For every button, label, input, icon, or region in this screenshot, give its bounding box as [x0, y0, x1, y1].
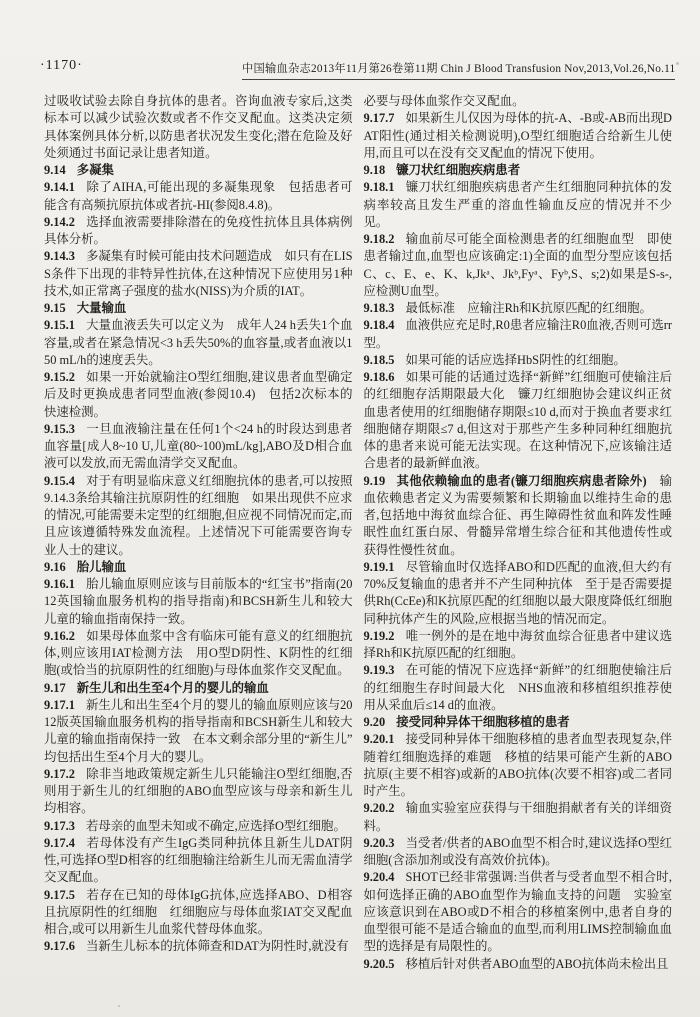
two-column-text-body [44, 93, 672, 973]
section-number: 9.18.6 [363, 370, 395, 384]
paragraph [364, 300, 673, 317]
paragraph [364, 317, 673, 352]
paragraph-text: 血液供应充足时,R0患者应输注R0血液,否则可选rr型。 [363, 318, 672, 350]
paragraph [44, 248, 353, 300]
paragraph [44, 938, 353, 955]
paragraph [44, 421, 353, 473]
section-number: 9.20.4 [363, 870, 395, 885]
section-number: 9.18.5 [363, 352, 395, 367]
paragraph-text: 当受者/供者的ABO血型不相合时,建议选择O型红细胞(含添加剂或没有高效价抗体)。 [363, 835, 672, 867]
section-heading [44, 680, 353, 697]
paragraph-text: 输血前尽可能全面检测患者的红细胞血型 即使患者输过血,血型也应该确定:1)全面的血型分型应该包括C、c、E、e、K、k,Jkᵃ、Jkᵇ,Fyᵃ、Fyᵇ,S、s;2)如果是S-s-,应检测U血型。 [363, 232, 672, 298]
scan-artifact [118, 1005, 120, 1007]
section-number: 9.18.3 [363, 301, 395, 315]
section-number: 9.19 [363, 473, 386, 488]
section-number: 9.14.3 [44, 249, 75, 264]
paragraph [364, 369, 673, 473]
section-number: 9.14.1 [44, 180, 75, 195]
paragraph-text: 胎儿输血原则应该与目前版本的“红宝书”指南(2012英国输血服务机构的指导指南)和BCSH新生儿和较大儿童的输血指南保持一致。 [44, 577, 353, 626]
paragraph [44, 93, 353, 162]
paragraph-text: 多凝集 [76, 163, 114, 177]
paragraph-text: 若存在已知的母体IgG抗体,应选择ABO、D相容且抗原阴性的红细胞 红细胞应与母体血浆IAT交叉配血相合,或可以用新生儿血浆代替母体血浆。 [44, 887, 353, 936]
section-heading [44, 300, 353, 317]
scan-artifact [676, 62, 679, 65]
paragraph [364, 231, 673, 300]
paragraph-text: 若母体没有产生IgG类同种抗体且新生儿DAT阴性,可选择O型D相容的红细胞输注给新生儿而无需血清学交叉配血。 [44, 835, 353, 885]
section-number: 9.15.1 [44, 318, 75, 333]
paragraph-text: 尽管输血时仅选择ABO和D匹配的血液,但大约有70%反复输血的患者并不产生同种抗体 至于是否需要提供Rh(CcEe)和K抗原匹配的红细胞以最大限度降低红细胞同种抗体产生的风险,应根据当地的情况而定。 [363, 559, 672, 626]
clause-title: 其他依赖输血的患者(镰刀细胞疾病患者除外) [396, 473, 647, 488]
paragraph-text: 在可能的情况下应选择“新鲜”的红细胞使输注后的红细胞生存时间最大化 NHS血液和移植组织推荐使用从采血后≤14 d的血液。 [363, 663, 672, 712]
paragraph [364, 559, 673, 628]
section-number: 9.17.6 [44, 939, 75, 954]
section-heading [364, 714, 673, 731]
paragraph [44, 766, 353, 818]
section-heading [44, 162, 353, 179]
paragraph [44, 473, 353, 559]
paragraph-text: 除非当地政策规定新生儿只能输注O型红细胞,否则用于新生儿的红细胞的ABO血型应该与母亲和新生儿均相容。 [44, 766, 353, 816]
paragraph [364, 956, 673, 973]
paragraph [364, 179, 673, 231]
paragraph-text: 除了AIHA,可能出现的多凝集现象 包括患者可能含有高频抗原抗体或者抗-HI(参阅8.4.8)。 [44, 180, 353, 212]
section-number: 9.20.5 [363, 956, 395, 971]
section-number: 9.16.1 [44, 577, 75, 591]
section-number: 9.17.2 [44, 766, 75, 781]
section-number: 9.16 [44, 559, 66, 574]
paragraph-text: 输血依赖患者定义为需要频繁和长期输血以维持生命的患者,包括地中海贫血综合征、再生障碍性贫血和阵发性睡眠性血红蛋白尿、骨髓异常增生综合征和其他遗传性或获得性慢性贫血。 [363, 473, 672, 557]
section-number: 9.20.3 [363, 835, 395, 850]
section-number: 9.18.2 [363, 232, 395, 246]
paragraph [364, 93, 673, 110]
section-number: 9.16.2 [44, 628, 75, 643]
paragraph-text: 镰刀状红细胞疾病患者 [396, 163, 521, 177]
paragraph-text: 如果可能的话应选择HbS阴性的红细胞。 [405, 352, 626, 367]
paragraph-text: 大量输血 [76, 301, 127, 315]
paragraph-text: SHOT已经非常强调:当供者与受者血型不相合时,如何选择正确的ABO血型作为输血支持的问题 实验室应该意识到在ABO或D不相合的移植案例中,患者自身的血型很可能不是适合输血的血型,而利用LIMS控制输血血型的选择是有局限性的。 [363, 870, 672, 954]
paragraph-text: 接受同种异体干细胞移植的患者血型表现复杂,伴随着红细胞选择的难题 移植的结果可能产生新的ABO抗原(主要不相容)或新的ABO抗体(次要不相容)或二者同时产生。 [363, 732, 672, 798]
section-number: 9.20.1 [363, 732, 395, 747]
paragraph-text: 移植后针对供者ABO血型的ABO抗体尚未检出且 [405, 956, 669, 971]
section-number: 9.19.2 [363, 628, 395, 643]
paragraph-text: 对于有明显临床意义红细胞抗体的患者,可以按照9.14.3条给其输注抗原阴性的红细胞 如果出现供不应求的情况,可能需要未定型的红细胞,但应视不同情况而定,而且应该遵循特殊发血流程。上述情况下可能需要咨询专业人士的建议。 [44, 473, 353, 557]
paragraph-text: 如果一开始就输注O型红细胞,建议患者血型确定后及时更换成患者同型血液(参阅10.4) 包括2次标本的快速检测。 [44, 370, 353, 419]
page-number: ·1170· [40, 58, 83, 73]
paragraph [44, 887, 353, 939]
section-heading [364, 162, 673, 179]
section-number: 9.20 [363, 715, 386, 729]
paragraph-text: 大量血液丢失可以定义为 成年人24 h丢失1个血容量,或者在紧急情况<3 h丢失50%的血容量,或者血液以150 mL/h的速度丢失。 [44, 318, 353, 367]
paragraph-text: 接受同种异体干细胞移植的患者 [396, 715, 570, 729]
paragraph-text: 输血实验室应获得与干细胞捐献者有关的详细资料。 [363, 801, 672, 833]
paragraph [44, 628, 353, 680]
paragraph [44, 369, 353, 421]
paragraph [364, 800, 673, 835]
paragraph-text: 如果可能的话通过选择“新鲜”红细胞可使输注后的红细胞存活期限最大化 镰刀红细胞协会建议纠正贫血患者使用的红细胞储存期限≤10 d,而对于换血者要求红细胞储存期限≤7 d,但这对于那些产生多种同种红细胞抗体的患者来说可能无法实现。在这种情况下,应该输注适合患者的最新鲜血液。 [363, 370, 672, 471]
paragraph-text: 新生儿和出生至4个月的婴儿的输血原则应该与2012版英国输血服务机构的指导指南和BCSH新生儿和较大儿童的输血指南保持一致 在本文剩余部分里的“新生儿”均包括出生至4个月大的婴儿。 [44, 697, 353, 764]
paragraph [364, 662, 673, 714]
paragraph [44, 835, 353, 887]
journal-header: 中国输血杂志2013年11月第26卷第11期 Chin J Blood Transfusion Nov,2013,Vol.26,No.11 [242, 60, 675, 80]
paragraph [44, 697, 353, 766]
paragraph-text: 若母亲的血型未知或不确定,应选择O型红细胞。 [85, 818, 346, 833]
paragraph-text: 如果新生儿仅因为母体的抗-A、-B或-AB而出现DAT阳性(通过相关检测说明),O型红细胞适合给新生儿使用,而且可以在没有交叉配血的情况下使用。 [363, 111, 672, 160]
section-number: 9.17.4 [44, 835, 75, 850]
paragraph-text: 选择血液需要排除潜在的免疫性抗体且具体病例具体分析。 [44, 214, 353, 246]
section-number: 9.15.2 [44, 370, 75, 384]
section-number: 9.19.3 [363, 663, 395, 678]
paragraph-text: 唯一例外的是在地中海贫血综合征患者中建议选择Rh和K抗原匹配的红细胞。 [363, 628, 672, 660]
paragraph-text: 过吸收试验去除自身抗体的患者。咨询血液专家后,这类标本可以减少试验次数或者不作交叉配血。这类决定须具体案例具体分析,以防患者状况发生变化;潜在危险及好处须通过书面记录让患者知道。 [44, 94, 353, 160]
paragraph-text: 镰刀状红细胞疾病患者产生红细胞同种抗体的发病率较高且发生严重的溶血性输血反应的情况并不少见。 [363, 180, 672, 229]
section-number: 9.17.3 [44, 818, 75, 833]
section-number: 9.18.1 [363, 180, 395, 195]
paragraph [44, 818, 353, 835]
paragraph-text: 最低标准 应输注Rh和K抗原匹配的红细胞。 [405, 301, 652, 315]
right-column [364, 93, 673, 973]
paragraph [44, 317, 353, 369]
left-column [44, 93, 353, 973]
paragraph [364, 835, 673, 870]
section-number: 9.15.3 [44, 421, 75, 436]
paragraph [364, 869, 673, 955]
section-number: 9.15 [44, 301, 66, 315]
paragraph [44, 576, 353, 628]
section-number: 9.17.1 [44, 697, 75, 712]
section-number: 9.17.7 [363, 111, 395, 126]
paragraph [44, 214, 353, 249]
paragraph [364, 628, 673, 663]
paragraph [44, 179, 353, 214]
paragraph-text: 多凝集有时候可能由技术问题造成 如只有在LISS条件下出现的非特异性抗体,在这种情况下应使用另1种技术,如正常离子强度的盐水(NISS)为介质的IAT。 [44, 249, 353, 298]
paragraph-text: 新生儿和出生至4个月的婴儿的输血 [76, 680, 269, 695]
paragraph [364, 110, 673, 162]
section-number: 9.19.1 [363, 559, 395, 574]
paragraph-text: 胎儿输血 [76, 559, 127, 574]
paragraph [364, 473, 673, 559]
section-number: 9.17.5 [44, 887, 75, 902]
paragraph-text: 一旦血液输注量在任何1个<24 h的时段达到患者血容量[成人8~10 U,儿童(80~100)mL/kg],ABO及D相合血液可以发放,而无需血清学交叉配血。 [44, 421, 353, 471]
paragraph [364, 731, 673, 800]
section-number: 9.17 [44, 680, 66, 695]
paragraph-text: 如果母体血浆中含有临床可能有意义的红细胞抗体,则应该用IAT检测方法 用O型D阴性、K阴性的红细胞(或恰当的抗原阴性的红细胞)与母体血浆作交叉配血。 [44, 628, 353, 678]
section-number: 9.20.2 [363, 801, 395, 816]
section-number: 9.14 [44, 163, 66, 177]
section-number: 9.15.4 [44, 473, 75, 488]
paragraph [364, 352, 673, 369]
section-number: 9.14.2 [44, 214, 75, 229]
section-number: 9.18 [363, 163, 386, 177]
paragraph-text: 当新生儿标本的抗体筛查和DAT为阴性时,就没有 [85, 939, 349, 954]
section-heading [44, 559, 353, 576]
section-number: 9.18.4 [363, 318, 395, 333]
paragraph-text: 必要与母体血浆作交叉配血。 [363, 94, 525, 108]
